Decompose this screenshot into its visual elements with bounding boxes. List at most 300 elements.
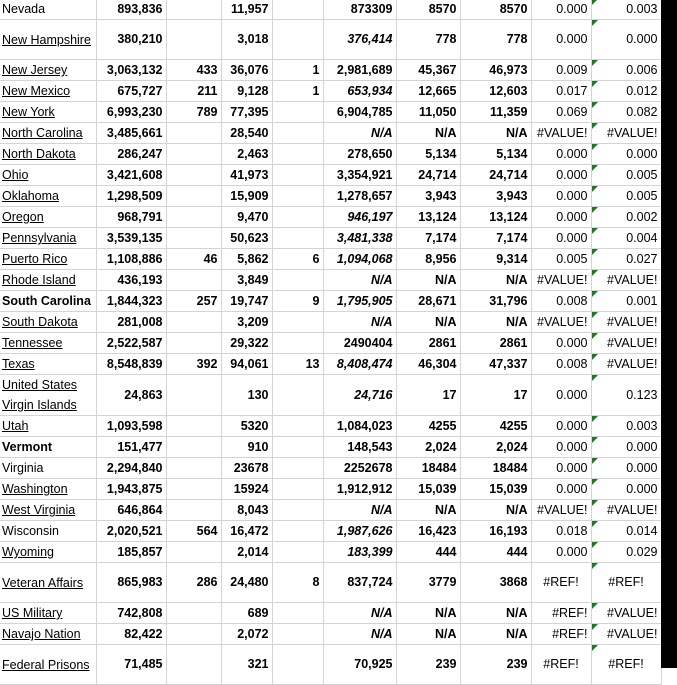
error-indicator-icon <box>592 437 598 443</box>
cell-col-g[interactable]: 7,174 <box>396 228 460 249</box>
cell-col-h[interactable]: 46,973 <box>460 60 531 81</box>
cell-col-g[interactable]: 28,671 <box>396 291 460 312</box>
cell-col-f[interactable]: 1,084,023 <box>323 416 396 437</box>
cell-col-d[interactable]: 689 <box>221 603 272 624</box>
cell-col-i[interactable]: #REF! <box>531 563 591 603</box>
cell-col-i[interactable]: 0.008 <box>531 291 591 312</box>
cell-col-h[interactable]: 2,024 <box>460 437 531 458</box>
cell-col-g[interactable]: 24,714 <box>396 165 460 186</box>
cell-col-f[interactable]: 1,278,657 <box>323 186 396 207</box>
cell-col-f[interactable]: 1,795,905 <box>323 291 396 312</box>
cell-col-e[interactable] <box>272 270 323 291</box>
cell-col-c[interactable] <box>166 603 221 624</box>
cell-col-d[interactable]: 94,061 <box>221 354 272 375</box>
cell-col-f[interactable]: 946,197 <box>323 207 396 228</box>
cell-col-g[interactable]: 3,943 <box>396 186 460 207</box>
cell-col-g[interactable]: 46,304 <box>396 354 460 375</box>
cell-jurisdiction[interactable] <box>0 603 96 624</box>
cell-col-j[interactable]: 0.000 <box>591 479 661 500</box>
cell-col-c[interactable] <box>166 375 221 416</box>
cell-col-c[interactable] <box>166 0 221 20</box>
cell-col-i[interactable]: 0.000 <box>531 165 591 186</box>
cell-col-h[interactable]: 239 <box>460 645 531 685</box>
cell-jurisdiction[interactable] <box>0 521 96 542</box>
cell-col-c[interactable]: 211 <box>166 81 221 102</box>
cell-col-c[interactable] <box>166 500 221 521</box>
cell-col-c[interactable] <box>166 207 221 228</box>
cell-col-f[interactable]: 278,650 <box>323 144 396 165</box>
cell-col-g[interactable]: 2861 <box>396 333 460 354</box>
cell-col-e[interactable] <box>272 20 323 60</box>
cell-col-i[interactable]: 0.000 <box>531 144 591 165</box>
cell-col-b[interactable]: 646,864 <box>96 500 166 521</box>
cell-col-g[interactable]: 778 <box>396 20 460 60</box>
cell-col-f[interactable]: 8,408,474 <box>323 354 396 375</box>
cell-col-e[interactable] <box>272 437 323 458</box>
cell-jurisdiction[interactable] <box>0 144 96 165</box>
cell-col-g[interactable]: N/A <box>396 603 460 624</box>
cell-col-f[interactable]: 3,481,338 <box>323 228 396 249</box>
cell-col-d[interactable]: 3,209 <box>221 312 272 333</box>
cell-col-f[interactable]: 6,904,785 <box>323 102 396 123</box>
cell-col-f[interactable]: 1,987,626 <box>323 521 396 542</box>
jurisdiction-label: Navajo Nation <box>2 627 81 641</box>
cell-col-i[interactable]: #VALUE! <box>531 500 591 521</box>
cell-col-j[interactable]: #VALUE! <box>591 333 661 354</box>
cell-jurisdiction[interactable] <box>0 458 96 479</box>
cell-col-b[interactable]: 3,063,132 <box>96 60 166 81</box>
cell-col-c[interactable] <box>166 165 221 186</box>
cell-col-j[interactable]: #VALUE! <box>591 603 661 624</box>
cell-col-d[interactable]: 9,470 <box>221 207 272 228</box>
cell-col-b[interactable]: 6,993,230 <box>96 102 166 123</box>
cell-col-d[interactable]: 50,623 <box>221 228 272 249</box>
cell-col-e[interactable]: 8 <box>272 563 323 603</box>
cell-col-f[interactable]: 3,354,921 <box>323 165 396 186</box>
cell-col-b[interactable]: 71,485 <box>96 645 166 685</box>
cell-col-d[interactable]: 15,909 <box>221 186 272 207</box>
cell-col-g[interactable]: 3779 <box>396 563 460 603</box>
cell-jurisdiction[interactable] <box>0 542 96 563</box>
cell-col-i[interactable]: 0.000 <box>531 479 591 500</box>
cell-col-j[interactable]: 0.027 <box>591 249 661 270</box>
cell-col-i[interactable]: #VALUE! <box>531 270 591 291</box>
cell-col-h[interactable]: N/A <box>460 624 531 645</box>
cell-jurisdiction[interactable] <box>0 60 96 81</box>
jurisdiction-label: Texas <box>2 357 35 371</box>
cell-col-g[interactable]: N/A <box>396 312 460 333</box>
cell-col-e[interactable] <box>272 624 323 645</box>
cell-col-b[interactable]: 2,522,587 <box>96 333 166 354</box>
cell-col-g[interactable]: 4255 <box>396 416 460 437</box>
cell-col-h[interactable]: 3868 <box>460 563 531 603</box>
cell-col-b[interactable]: 1,108,886 <box>96 249 166 270</box>
cell-col-b[interactable]: 8,548,839 <box>96 354 166 375</box>
cell-col-c[interactable] <box>166 624 221 645</box>
cell-col-h[interactable]: 2861 <box>460 333 531 354</box>
cell-col-e[interactable]: 1 <box>272 81 323 102</box>
cell-col-f[interactable]: 2490404 <box>323 333 396 354</box>
cell-col-f[interactable]: 148,543 <box>323 437 396 458</box>
cell-col-i[interactable]: 0.017 <box>531 81 591 102</box>
cell-col-h[interactable]: 9,314 <box>460 249 531 270</box>
cell-col-h[interactable]: 5,134 <box>460 144 531 165</box>
cell-col-g[interactable]: 13,124 <box>396 207 460 228</box>
cell-jurisdiction[interactable] <box>0 81 96 102</box>
cell-col-g[interactable]: N/A <box>396 270 460 291</box>
cell-col-e[interactable] <box>272 123 323 144</box>
cell-col-d[interactable]: 3,849 <box>221 270 272 291</box>
cell-col-e[interactable] <box>272 416 323 437</box>
cell-col-e[interactable]: 9 <box>272 291 323 312</box>
cell-col-e[interactable] <box>272 165 323 186</box>
cell-col-e[interactable] <box>272 375 323 416</box>
cell-col-b[interactable]: 82,422 <box>96 624 166 645</box>
cell-col-i[interactable]: #VALUE! <box>531 123 591 144</box>
cell-col-c[interactable] <box>166 416 221 437</box>
cell-col-c[interactable]: 392 <box>166 354 221 375</box>
cell-col-i[interactable]: 0.000 <box>531 207 591 228</box>
cell-col-d[interactable]: 24,480 <box>221 563 272 603</box>
cell-col-g[interactable]: N/A <box>396 500 460 521</box>
cell-col-c[interactable] <box>166 437 221 458</box>
cell-col-d[interactable]: 2,014 <box>221 542 272 563</box>
jurisdiction-label: Veteran Affairs <box>2 575 84 590</box>
cell-col-c[interactable]: 286 <box>166 563 221 603</box>
cell-jurisdiction[interactable] <box>0 0 96 20</box>
cell-jurisdiction[interactable] <box>0 228 96 249</box>
cell-col-i[interactable]: 0.000 <box>531 458 591 479</box>
cell-col-h[interactable]: 24,714 <box>460 165 531 186</box>
cell-col-j[interactable]: #VALUE! <box>591 500 661 521</box>
cell-col-e[interactable] <box>272 333 323 354</box>
cell-col-d[interactable]: 77,395 <box>221 102 272 123</box>
cell-col-h[interactable]: 444 <box>460 542 531 563</box>
cell-jurisdiction[interactable] <box>0 354 96 375</box>
cell-col-e[interactable]: 13 <box>272 354 323 375</box>
cell-col-i[interactable]: 0.000 <box>531 186 591 207</box>
cell-col-j[interactable]: 0.012 <box>591 81 661 102</box>
cell-col-f[interactable]: 2,981,689 <box>323 60 396 81</box>
cell-col-j[interactable]: #REF! <box>591 645 661 685</box>
cell-col-d[interactable]: 910 <box>221 437 272 458</box>
cell-col-i[interactable]: #REF! <box>531 603 591 624</box>
error-indicator-icon <box>592 186 598 192</box>
cell-col-b[interactable]: 185,857 <box>96 542 166 563</box>
cell-col-f[interactable]: 837,724 <box>323 563 396 603</box>
cell-col-h[interactable]: 3,943 <box>460 186 531 207</box>
cell-col-g[interactable]: 444 <box>396 542 460 563</box>
cell-col-b[interactable]: 281,008 <box>96 312 166 333</box>
cell-jurisdiction[interactable] <box>0 123 96 144</box>
cell-col-j[interactable]: 0.000 <box>591 144 661 165</box>
cell-jurisdiction[interactable] <box>0 624 96 645</box>
cell-col-f[interactable]: 376,414 <box>323 20 396 60</box>
cell-col-b[interactable]: 24,863 <box>96 375 166 416</box>
cell-col-b[interactable]: 1,844,323 <box>96 291 166 312</box>
cell-col-h[interactable]: 17 <box>460 375 531 416</box>
cell-col-c[interactable]: 564 <box>166 521 221 542</box>
cell-col-e[interactable] <box>272 500 323 521</box>
cell-col-i[interactable]: 0.000 <box>531 20 591 60</box>
cell-col-g[interactable]: 8,956 <box>396 249 460 270</box>
cell-col-g[interactable]: 2,024 <box>396 437 460 458</box>
cell-col-f[interactable]: 873309 <box>323 0 396 20</box>
cell-col-f[interactable]: N/A <box>323 603 396 624</box>
cell-col-i[interactable]: #VALUE! <box>531 312 591 333</box>
cell-col-g[interactable]: 239 <box>396 645 460 685</box>
cell-col-j[interactable]: 0.006 <box>591 60 661 81</box>
cell-col-f[interactable]: 2252678 <box>323 458 396 479</box>
cell-col-e[interactable] <box>272 228 323 249</box>
cell-col-e[interactable] <box>272 207 323 228</box>
cell-col-e[interactable] <box>272 186 323 207</box>
cell-col-b[interactable]: 1,093,598 <box>96 416 166 437</box>
cell-col-b[interactable]: 380,210 <box>96 20 166 60</box>
cell-col-h[interactable]: 31,796 <box>460 291 531 312</box>
cell-col-b[interactable]: 3,539,135 <box>96 228 166 249</box>
cell-col-b[interactable]: 151,477 <box>96 437 166 458</box>
cell-col-b[interactable]: 286,247 <box>96 144 166 165</box>
cell-jurisdiction[interactable] <box>0 479 96 500</box>
cell-col-d[interactable]: 11,957 <box>221 0 272 20</box>
cell-col-f[interactable]: N/A <box>323 123 396 144</box>
cell-col-f[interactable]: 1,912,912 <box>323 479 396 500</box>
cell-jurisdiction[interactable] <box>0 416 96 437</box>
cell-col-i[interactable]: 0.005 <box>531 249 591 270</box>
cell-col-g[interactable]: 18484 <box>396 458 460 479</box>
cell-jurisdiction[interactable] <box>0 165 96 186</box>
cell-col-j[interactable]: 0.005 <box>591 165 661 186</box>
cell-col-b[interactable]: 2,020,521 <box>96 521 166 542</box>
cell-col-b[interactable]: 1,943,875 <box>96 479 166 500</box>
cell-col-j[interactable]: 0.003 <box>591 416 661 437</box>
cell-col-g[interactable]: 45,367 <box>396 60 460 81</box>
cell-col-d[interactable]: 19,747 <box>221 291 272 312</box>
cell-col-h[interactable]: 18484 <box>460 458 531 479</box>
cell-col-i[interactable]: 0.000 <box>531 228 591 249</box>
cell-col-h[interactable]: 11,359 <box>460 102 531 123</box>
cell-jurisdiction[interactable] <box>0 20 96 60</box>
cell-col-f[interactable]: N/A <box>323 312 396 333</box>
cell-col-b[interactable]: 436,193 <box>96 270 166 291</box>
cell-col-c[interactable]: 257 <box>166 291 221 312</box>
cell-col-j[interactable]: #VALUE! <box>591 270 661 291</box>
cell-col-d[interactable]: 8,043 <box>221 500 272 521</box>
cell-col-i[interactable]: 0.000 <box>531 542 591 563</box>
cell-col-c[interactable] <box>166 312 221 333</box>
cell-col-i[interactable]: 0.000 <box>531 437 591 458</box>
cell-col-f[interactable]: N/A <box>323 500 396 521</box>
cell-col-h[interactable]: N/A <box>460 603 531 624</box>
cell-col-h[interactable]: 4255 <box>460 416 531 437</box>
cell-col-e[interactable] <box>272 0 323 20</box>
cell-col-b[interactable]: 865,983 <box>96 563 166 603</box>
cell-col-i[interactable]: 0.009 <box>531 60 591 81</box>
cell-jurisdiction[interactable] <box>0 102 96 123</box>
cell-col-b[interactable]: 2,294,840 <box>96 458 166 479</box>
cell-col-d[interactable]: 41,973 <box>221 165 272 186</box>
cell-col-e[interactable] <box>272 479 323 500</box>
cell-col-i[interactable]: 0.000 <box>531 333 591 354</box>
cell-col-c[interactable] <box>166 479 221 500</box>
cell-col-d[interactable]: 5,862 <box>221 249 272 270</box>
cell-col-j[interactable]: 0.004 <box>591 228 661 249</box>
cell-col-c[interactable] <box>166 270 221 291</box>
cell-col-c[interactable] <box>166 123 221 144</box>
cell-col-d[interactable]: 2,072 <box>221 624 272 645</box>
cell-col-d[interactable]: 15924 <box>221 479 272 500</box>
cell-col-f[interactable]: 653,934 <box>323 81 396 102</box>
cell-col-h[interactable]: 15,039 <box>460 479 531 500</box>
cell-col-i[interactable]: #REF! <box>531 645 591 685</box>
cell-col-c[interactable]: 46 <box>166 249 221 270</box>
cell-col-e[interactable] <box>272 521 323 542</box>
cell-col-e[interactable] <box>272 603 323 624</box>
cell-col-d[interactable]: 28,540 <box>221 123 272 144</box>
table-row <box>0 603 661 624</box>
cell-jurisdiction[interactable] <box>0 563 96 603</box>
cell-col-e[interactable] <box>272 144 323 165</box>
cell-col-i[interactable]: 0.000 <box>531 0 591 20</box>
cell-col-e[interactable] <box>272 542 323 563</box>
cell-col-i[interactable]: #REF! <box>531 624 591 645</box>
cell-col-c[interactable] <box>166 186 221 207</box>
cell-col-g[interactable]: 17 <box>396 375 460 416</box>
cell-col-e[interactable] <box>272 645 323 685</box>
cell-col-h[interactable]: 8570 <box>460 0 531 20</box>
cell-col-f[interactable]: N/A <box>323 624 396 645</box>
cell-col-d[interactable]: 36,076 <box>221 60 272 81</box>
cell-col-i[interactable]: 0.069 <box>531 102 591 123</box>
cell-col-c[interactable] <box>166 144 221 165</box>
cell-col-h[interactable]: N/A <box>460 312 531 333</box>
cell-col-j[interactable]: 0.005 <box>591 186 661 207</box>
cell-col-h[interactable]: 778 <box>460 20 531 60</box>
cell-jurisdiction[interactable] <box>0 333 96 354</box>
cell-col-e[interactable] <box>272 312 323 333</box>
cell-col-j[interactable]: 0.014 <box>591 521 661 542</box>
cell-col-g[interactable]: 11,050 <box>396 102 460 123</box>
cell-col-f[interactable]: N/A <box>323 270 396 291</box>
error-indicator-icon <box>592 603 598 609</box>
cell-col-j[interactable]: 0.029 <box>591 542 661 563</box>
cell-col-g[interactable]: 16,423 <box>396 521 460 542</box>
cell-col-h[interactable]: 7,174 <box>460 228 531 249</box>
cell-col-c[interactable] <box>166 333 221 354</box>
table-row <box>0 207 661 228</box>
cell-col-h[interactable]: N/A <box>460 270 531 291</box>
cell-col-d[interactable]: 321 <box>221 645 272 685</box>
cell-jurisdiction[interactable] <box>0 500 96 521</box>
cell-jurisdiction[interactable] <box>0 207 96 228</box>
cell-col-d[interactable]: 23678 <box>221 458 272 479</box>
cell-col-j[interactable]: #VALUE! <box>591 123 661 144</box>
cell-col-j[interactable]: #VALUE! <box>591 312 661 333</box>
cell-col-i[interactable]: 0.008 <box>531 354 591 375</box>
cell-col-c[interactable]: 789 <box>166 102 221 123</box>
cell-col-j[interactable]: #REF! <box>591 563 661 603</box>
cell-col-i[interactable]: 0.018 <box>531 521 591 542</box>
cell-col-e[interactable] <box>272 458 323 479</box>
cell-col-d[interactable]: 29,322 <box>221 333 272 354</box>
cell-col-j[interactable]: #VALUE! <box>591 624 661 645</box>
cell-col-g[interactable]: 5,134 <box>396 144 460 165</box>
cell-jurisdiction[interactable] <box>0 375 96 416</box>
cell-col-b[interactable]: 675,727 <box>96 81 166 102</box>
cell-col-j[interactable]: 0.123 <box>591 375 661 416</box>
cell-col-d[interactable]: 5320 <box>221 416 272 437</box>
cell-col-d[interactable]: 3,018 <box>221 20 272 60</box>
cell-col-h[interactable]: 16,193 <box>460 521 531 542</box>
cell-col-i[interactable]: 0.000 <box>531 416 591 437</box>
cell-col-b[interactable]: 1,298,509 <box>96 186 166 207</box>
cell-col-e[interactable]: 6 <box>272 249 323 270</box>
cell-jurisdiction[interactable] <box>0 270 96 291</box>
cell-jurisdiction[interactable] <box>0 312 96 333</box>
cell-col-c[interactable] <box>166 645 221 685</box>
cell-col-g[interactable]: N/A <box>396 123 460 144</box>
cell-col-h[interactable]: N/A <box>460 123 531 144</box>
cell-col-h[interactable]: N/A <box>460 500 531 521</box>
cell-col-e[interactable]: 1 <box>272 60 323 81</box>
cell-col-b[interactable]: 742,808 <box>96 603 166 624</box>
cell-col-c[interactable] <box>166 20 221 60</box>
cell-col-f[interactable]: 70,925 <box>323 645 396 685</box>
cell-col-j[interactable]: 0.002 <box>591 207 661 228</box>
cell-col-i[interactable]: 0.000 <box>531 375 591 416</box>
cell-col-j[interactable]: #VALUE! <box>591 354 661 375</box>
cell-col-g[interactable]: 15,039 <box>396 479 460 500</box>
table-row <box>0 270 661 291</box>
cell-col-b[interactable]: 3,421,608 <box>96 165 166 186</box>
cell-col-f[interactable]: 183,399 <box>323 542 396 563</box>
cell-col-c[interactable]: 433 <box>166 60 221 81</box>
cell-col-c[interactable] <box>166 458 221 479</box>
cell-col-j[interactable]: 0.000 <box>591 20 661 60</box>
cell-col-j[interactable]: 0.000 <box>591 458 661 479</box>
cell-col-h[interactable]: 12,603 <box>460 81 531 102</box>
cell-col-h[interactable]: 13,124 <box>460 207 531 228</box>
cell-col-j[interactable]: 0.000 <box>591 437 661 458</box>
cell-col-c[interactable] <box>166 228 221 249</box>
cell-col-g[interactable]: 12,665 <box>396 81 460 102</box>
cell-col-j[interactable]: 0.001 <box>591 291 661 312</box>
cell-col-d[interactable]: 130 <box>221 375 272 416</box>
cell-col-d[interactable]: 2,463 <box>221 144 272 165</box>
cell-jurisdiction[interactable] <box>0 291 96 312</box>
cell-col-j[interactable]: 0.082 <box>591 102 661 123</box>
cell-col-j[interactable]: 0.003 <box>591 0 661 20</box>
jurisdiction-label: Puerto Rico <box>2 252 68 266</box>
cell-jurisdiction[interactable] <box>0 437 96 458</box>
cell-jurisdiction[interactable] <box>0 645 96 685</box>
cell-col-b[interactable]: 968,791 <box>96 207 166 228</box>
cell-col-f[interactable]: 1,094,068 <box>323 249 396 270</box>
cell-col-b[interactable]: 893,836 <box>96 0 166 20</box>
cell-col-c[interactable] <box>166 542 221 563</box>
cell-col-g[interactable]: N/A <box>396 624 460 645</box>
cell-col-g[interactable]: 8570 <box>396 0 460 20</box>
cell-col-b[interactable]: 3,485,661 <box>96 123 166 144</box>
cell-col-f[interactable]: 24,716 <box>323 375 396 416</box>
cell-col-d[interactable]: 16,472 <box>221 521 272 542</box>
cell-col-h[interactable]: 47,337 <box>460 354 531 375</box>
cell-col-e[interactable] <box>272 102 323 123</box>
cell-jurisdiction[interactable] <box>0 186 96 207</box>
cell-jurisdiction[interactable] <box>0 249 96 270</box>
cell-col-d[interactable]: 9,128 <box>221 81 272 102</box>
